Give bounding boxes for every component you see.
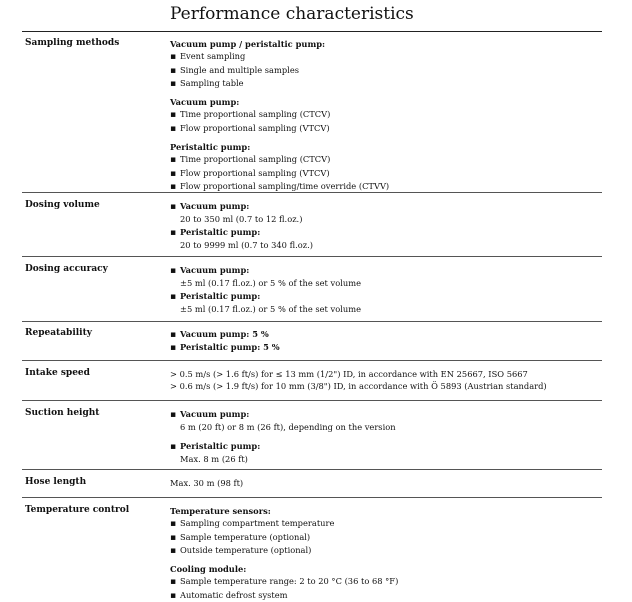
list-item: ▪ Vacuum pump:	[170, 200, 313, 213]
divider	[22, 31, 602, 32]
value-text: ±5 ml (0.17 fl.oz.) or 5 % of the set volume	[180, 303, 361, 314]
divider	[22, 497, 602, 498]
list-item: ▪ Peristaltic pump:	[170, 440, 396, 453]
list-item: ▪ Sampling compartment temperature	[170, 517, 398, 530]
value-text: > 0.6 m/s (> 1.9 ft/s) for 10 mm (3/8") ID, in accordance with Ö 5893 (Austrian standard)	[170, 381, 547, 392]
row-label-temperature-control: Temperature control	[25, 505, 130, 515]
list-item: ▪ Flow proportional sampling (VTCV)	[170, 122, 389, 135]
row-label-dosing-volume: Dosing volume	[25, 200, 100, 210]
dosing-accuracy-content	[170, 264, 361, 315]
divider	[22, 360, 602, 361]
group-heading: Vacuum pump / peristaltic pump:	[170, 39, 326, 49]
divider	[22, 400, 602, 401]
divider	[22, 192, 602, 193]
list-item: ▪ Automatic defrost system	[170, 589, 398, 602]
group-heading: Vacuum pump:	[170, 97, 240, 108]
list-item: ▪ Flow proportional sampling (VTCV)	[170, 167, 389, 180]
row-label-dosing-accuracy: Dosing accuracy	[25, 264, 108, 274]
row-label-suction-height: Suction height	[25, 408, 100, 418]
divider	[22, 469, 602, 470]
value-text: 20 to 350 ml (0.7 to 12 fl.oz.)	[180, 214, 303, 225]
list-item: ▪ Vacuum pump:	[170, 408, 396, 421]
row-label-hose-length: Hose length	[25, 477, 87, 487]
group-heading: Peristaltic pump:	[170, 142, 251, 153]
suction-height-content	[170, 408, 396, 465]
row-label-repeatability: Repeatability	[25, 328, 92, 338]
value-text: Max. 8 m (26 ft)	[180, 453, 248, 464]
dosing-volume-content	[170, 200, 313, 251]
list-item: ▪ Peristaltic pump:	[170, 226, 313, 239]
divider	[22, 256, 602, 257]
list-item: ▪ Sampling table	[170, 77, 389, 90]
value-text: 6 m (20 ft) or 8 m (26 ft), depending on the version	[180, 422, 396, 433]
list-item: ▪ Peristaltic pump: 5 %	[170, 341, 280, 354]
value-text: ±5 ml (0.17 fl.oz.) or 5 % of the set volume	[180, 278, 361, 289]
sampling-methods-content	[170, 38, 389, 193]
list-item: ▪ Vacuum pump: 5 %	[170, 328, 280, 341]
list-item: ▪ Flow proportional sampling/time override (CTVV)	[170, 180, 389, 193]
temperature-control-content	[170, 505, 398, 602]
list-item: ▪ Vacuum pump:	[170, 264, 361, 277]
list-item: ▪ Outside temperature (optional)	[170, 544, 398, 557]
page-title: Performance characteristics	[170, 4, 414, 24]
hose-length-content	[170, 477, 243, 489]
list-item: ▪ Sample temperature (optional)	[170, 531, 398, 544]
divider	[22, 321, 602, 322]
list-item: ▪ Time proportional sampling (CTCV)	[170, 153, 389, 166]
group-heading: Temperature sensors:	[170, 506, 271, 516]
list-item: ▪ Time proportional sampling (CTCV)	[170, 108, 389, 121]
list-item: ▪ Sample temperature range: 2 to 20 °C (36 to 68 °F)	[170, 575, 398, 588]
list-item: ▪ Single and multiple samples	[170, 64, 389, 77]
repeatability-content	[170, 328, 280, 355]
value-text: 20 to 9999 ml (0.7 to 340 fl.oz.)	[180, 239, 313, 250]
value-text: > 0.5 m/s (> 1.6 ft/s) for ≤ 13 mm (1/2") ID, in accordance with EN 25667, ISO 5667	[170, 369, 528, 379]
row-label-sampling-methods: Sampling methods	[25, 38, 120, 48]
row-label-intake-speed: Intake speed	[25, 368, 90, 378]
value-text: Max. 30 m (98 ft)	[170, 478, 244, 488]
intake-speed-content	[170, 368, 547, 393]
group-heading: Cooling module:	[170, 564, 247, 575]
list-item: ▪ Event sampling	[170, 50, 389, 63]
list-item: ▪ Peristaltic pump:	[170, 290, 361, 303]
